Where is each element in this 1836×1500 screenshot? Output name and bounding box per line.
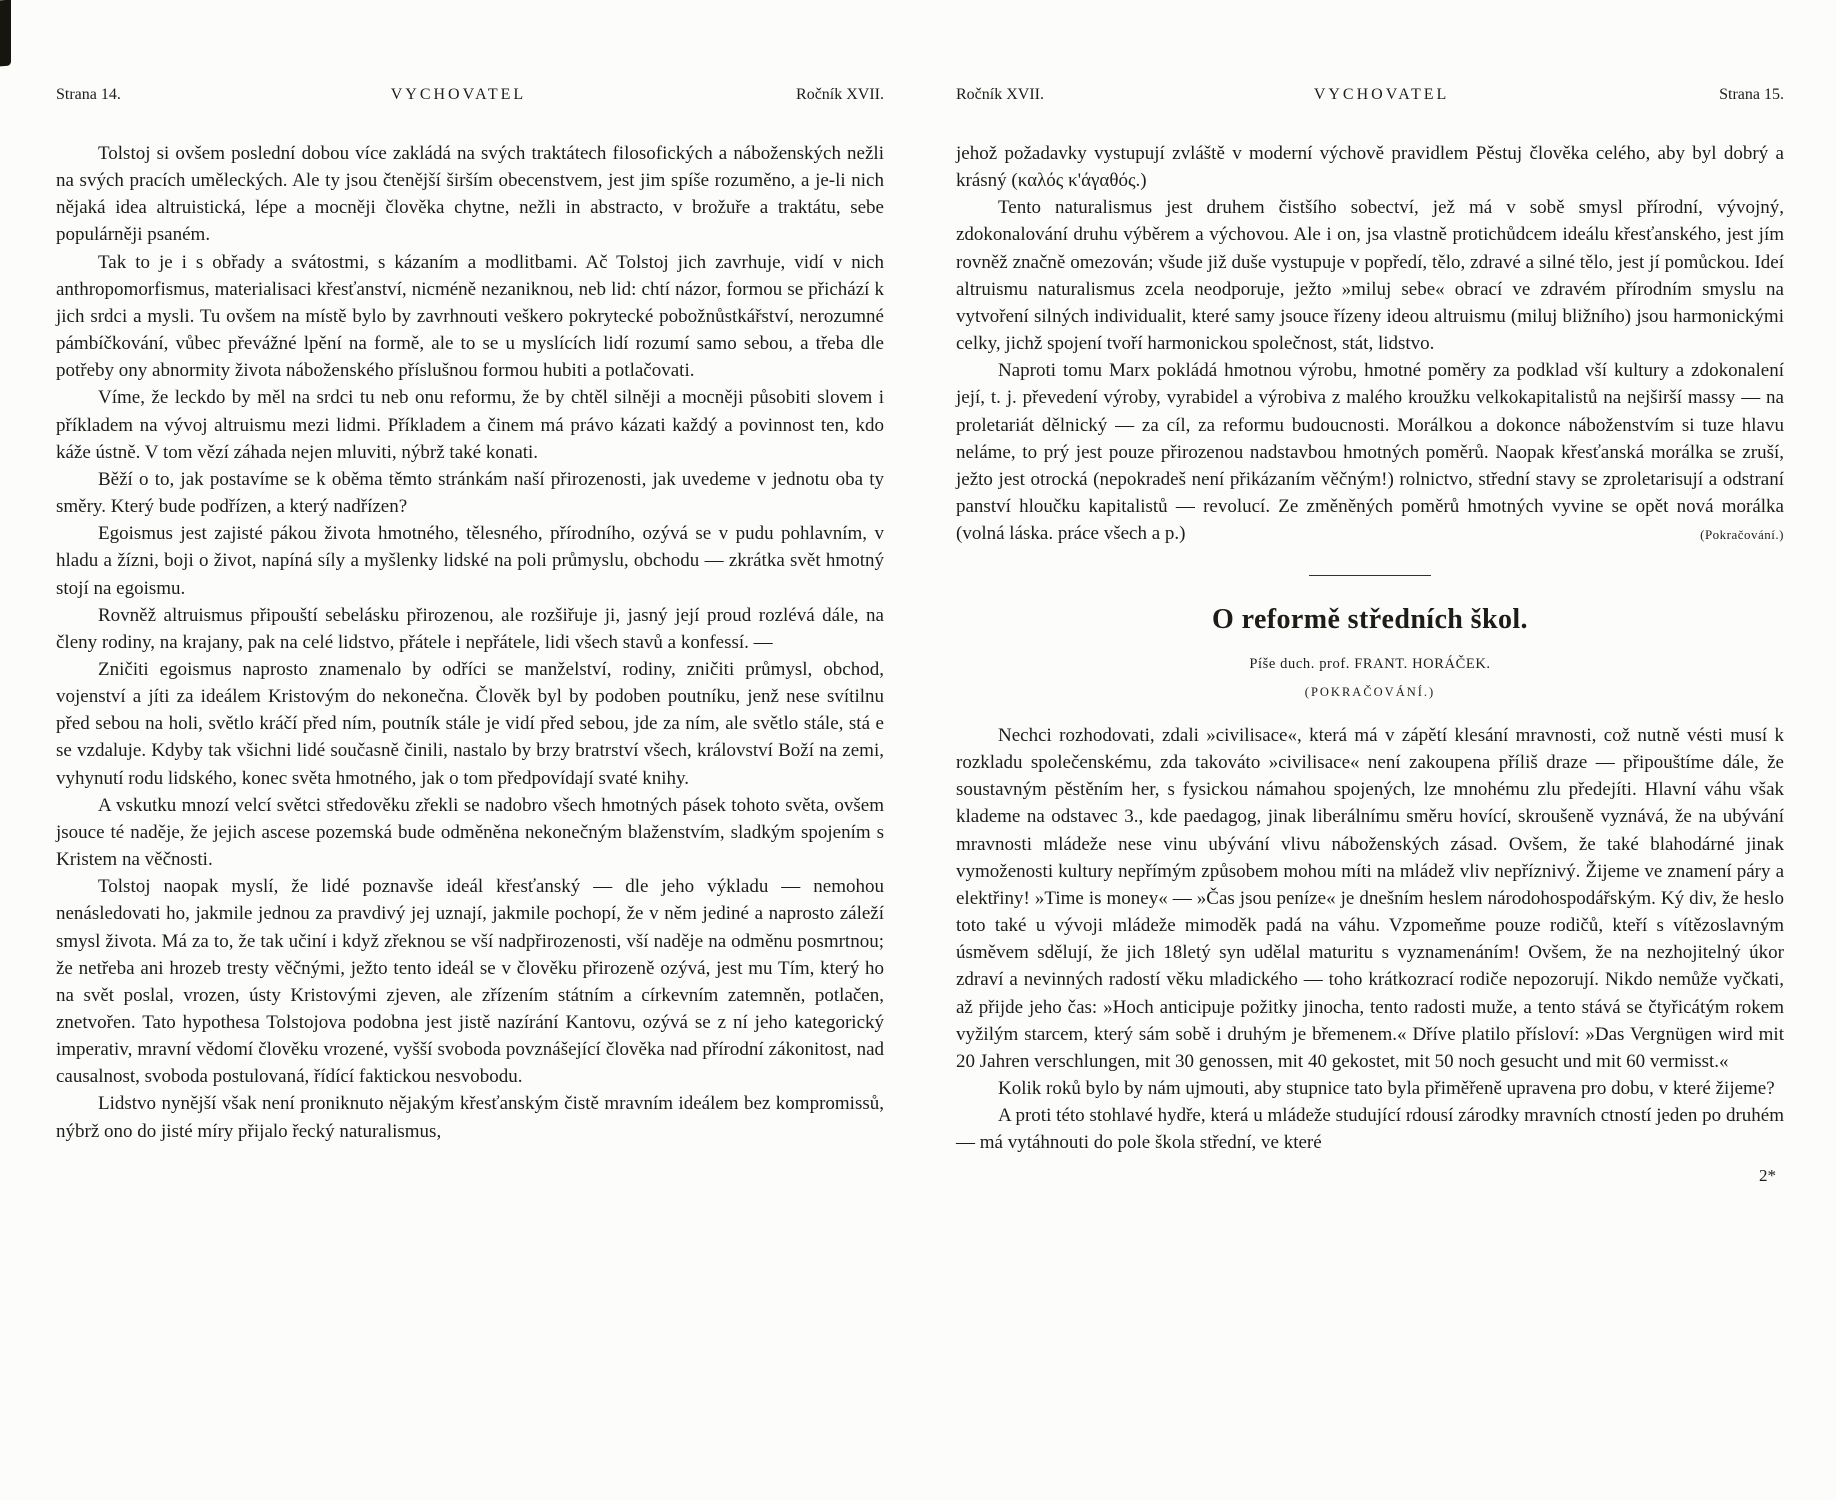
- paragraph: Tento naturalismus jest druhem čistšího sobectví, jež má v sobě smysl přírodní, vývojný, zdokonalování druhu výběrem a výchovou. Ale i on, jsa vlastně protichůdcem ideálu křesťanského, jest jím rovněž značně omezován; všude již duše vystupuje v popředí, tělo, zdravé a silné tělo, jest jí pomůckou. Ideí altruismu naturalismus zcela neodporuje, ježto »miluj sebe« obrací ve zdravém přírodním smyslu na vytvoření silných individualit, které samy jsouce řízeny ideou altruismu (miluj bližního) jsou harmonickými celky, jichž spojení tvoří harmonickou společnost, stát, lidstvo.: [956, 197, 1784, 355]
- continuation-note: (Pokračování.): [1700, 527, 1784, 543]
- paragraph: Víme, že leckdo by měl na srdci tu neb onu reformu, že by chtěl silněji a mocněji působiti slovem i příkladem na vývoj altruismu mezi lidmi. Příkladem a činem má právo kázati každý a povinnost ten, kdo káže ústně. V tom vězí záhada nejen mluviti, nýbrž také konati.: [56, 387, 884, 463]
- paragraph: A vskutku mnozí velcí světci středověku zřekli se nadobro všech hmotných pásek tohoto světa, ovšem jsouce té naděje, že jejich ascese pozemská bude odměněna nekonečným blaženstvím, sladkým spojením s Kristem na věčnosti.: [56, 794, 884, 871]
- paragraph: Tolstoj si ovšem poslední dobou více zakládá na svých traktátech filosofických a náboženských nežli na svých pracích uměleckých. Ale ty jsou čtenější širším obecenstvem, jest jim spíše rozuměno, a je-li nich nějaká idea altruistická, lépe a mocněji člověka chytne, nežli in abstracto, v brožuře a traktátu, sebe populárněji psaném.: [56, 143, 884, 246]
- page-left-body: [56, 140, 884, 1145]
- page-right: [956, 86, 1784, 1189]
- page-right-body: [956, 140, 1784, 1189]
- section-divider: [1309, 575, 1431, 576]
- article-continuation-label: (POKRAČOVÁNÍ.): [1304, 685, 1436, 700]
- paragraph: Tak to je i s obřady a svátostmi, s kázaním a modlitbami. Ač Tolstoj jich zavrhuje, vidí v nich anthropomorfismus, materialisaci křesťanství, nicméně nezaniknou, neb lid: chtí názor, formou se přichází k jich srdci a mysli. Tu ovšem na místě bylo by zavrhnouti veškero pokrytecké pobožnůstkářství, nerozumné pámbíčkování, vůbec převážné lpění na formě, ale to se u myslících lidí rozumí samo sebou, a třeba dle potřeby ony abnormity života náboženského příslušnou formou hubiti a potlačovati.: [56, 251, 884, 382]
- paragraph: Zničiti egoismus naprosto znamenalo by odříci se manželství, rodiny, zničiti průmysl, obchod, vojenství a jíti za ideálem Kristovým do nekonečna. Člověk byl by podoben poutníku, jenž nese svítilnu před sebou na holi, světlo kráčí před ním, poutník stále je vidí před sebou, jde za ním, ale světlo stále, stá e se vzdaluje. Kdyby tak všichni lidé současně činili, nastalo by brzy bratrství všech, království Boží na zemi, vyhynutí rodu lidského, konec světa hmotného, jak o tom předpovídají svaté knihy.: [56, 658, 884, 789]
- journal-title: VYCHOVATEL: [1313, 86, 1450, 103]
- article-title: O reformě středních škol.: [1212, 604, 1528, 636]
- paragraph: Rovněž altruismus připouští sebelásku přirozenou, ale rozšiřuje ji, jasný její proud rozlévá dále, na členy rodiny, na krajany, pak na celé lidstvo, přátele i nepřátele, lidi všech stavů a konfessí. —: [56, 604, 884, 653]
- paragraph: Lidstvo nynější však není proniknuto nějakým křesťanským čistě mravním ideálem bez kompromissů, nýbrž ono do jisté míry přijalo řecký naturalismus,: [56, 1093, 884, 1142]
- signature-mark: 2*: [1759, 1166, 1776, 1186]
- volume-label: Ročník XVII.: [796, 86, 884, 103]
- paragraph: Tolstoj naopak myslí, že lidé poznavše ideál křesťanský — dle jeho výkladu — nemohou nenásledovati ho, jakmile jednou za pravdivý jej uznají, jakmile pochopí, že v něm jediné a naprosto záleží smysl života. Má za to, že tak učiní i když zřeknou se vší nadpřirozenosti, vší naděje na odměnu posmrtnou; že netřeba ani hrozeb tresty věčnými, ježto tento ideál se v člověku přirozeně ozývá, jest mu Tím, který ho na svět poslal, vrozen, ústy Kristovými zjeven, ale zřízením státním a církevním zatemněn, potlačen, znetvořen. Tato hypothesa Tolstojova podobna jest jistě nazírání Kantovu, ozývá se z ní jeho kategorický imperativ, mravní vědomí člověku vrozené, vyšší svoboda povznášející člověka nad přírodní zákonitost, nad causalnost, svoboda postulovaná, řídící faktickou nesvobodu.: [56, 876, 884, 1088]
- paragraph: Kolik roků bylo by nám ujmouti, aby stupnice tato byla přiměřeně upravena pro dobu, v které žijeme?: [998, 1078, 1775, 1100]
- page-left-header: [56, 86, 884, 104]
- scan-artifact: [0, 0, 11, 66]
- paragraph: [956, 357, 1784, 547]
- page-number-right: Strana 15.: [1719, 86, 1784, 103]
- paragraph: Běží o to, jak postavíme se k oběma těmto stránkám naší přirozenosti, jak uvedeme v jednotu oba ty směry. Který bude podřízen, a který nadřízen?: [56, 468, 884, 518]
- paragraph-text: Naproti tomu Marx pokládá hmotnou výrobu, hmotné poměry za podklad vší kultury a zdokonalení její, t. j. převedení výroby, vyrabidel a výrobiva z malého kroužku velkokapitalistů na nejširší massy — na proletariát dělnický — za cíl, za reformu budoucnosti. Morálkou a dokonce náboženstvím si tuze hlavu neláme, to prý jest pouze přirozenou nadstavbou hmotných poměrů. Naopak křesťanská morálka se zruší, ježto jest otrocká (nepokradeš není přikázaním věčným!) rolnictvo, střední stavy se zproletarisují a odstraní panství hloučku kapitalistů — revolucí. Ze změněných poměrů hmotných vyvine se opět nová morálka (volná láska. práce všech a p.): [956, 360, 1784, 545]
- paragraph: jehož požadavky vystupují zvláště v moderní výchově pravidlem Pěstuj člověka celého, aby byl dobrý a krásný (καλός κ'άγαθός.): [956, 143, 1784, 192]
- page-left: [56, 86, 884, 1189]
- article-byline: Píše duch. prof. FRANT. HORÁČEK.: [1249, 656, 1491, 673]
- article-school-reform: [956, 600, 1784, 1156]
- paragraph: A proti této stohlavé hydře, která u mládeže studující rdousí zárodky mravních ctností jeden po druhém — má vytáhnouti do pole škola střední, ve které: [956, 1105, 1784, 1154]
- page-number-left: Strana 14.: [56, 86, 121, 103]
- paragraph: Nechci rozhodovati, zdali »civilisace«, která má v zápětí klesání mravnosti, což nutně vésti musí k rozkladu společenskému, zda takováto »civilisace« není zakoupena příliš draze — připouštíme dále, že soustavným pěstěním her, s fysickou námahou spojených, lze mnohému zlu předejíti. Hlavní váhu však klademe na odstavec 3., kde paedagog, jinak liberálnímu směru hovící, skroušeně vyznává, že na ubývání mravnosti mládeže nese vinu ubývání vlivu náboženských zásad. Ovšem, že také blahodárné jinak vymoženosti kultury nepřímým způsobem mohou míti na mládež vliv nepříznivý. Žijeme ve znamení páry a elektřiny! »Time is money« — »Čas jsou peníze« je dnešním heslem národohospodářským. Ký div, že heslo toto také u vývoji mládeže mimoděk padá na váhu. Vzpomeňme pouze rodičů, kteří s vítězoslavným úsměvem sdělují, že jich 18letý syn udělal maturitu s vyznamenáním! Ovšem, že na nezhojitelný úkor zdraví a nevinných radostí věku mladického — toho krátkozrací rodiče nepozorují. Nikdo nemůže vyčkati, až přijde jeho čas: »Hoch anticipuje požitky jinocha, tento radosti muže, a tento stává se čtyřicátým rokem vyžilým starcem, který sám sobě i druhým je břemenem.« Dříve platilo přísloví: »Das Vergnügen wird mit 20 Jahren verschlungen, mit 30 genossen, mit 40 gekostet, mit 50 noch gesucht und mit 60 vermisst.«: [956, 724, 1784, 1072]
- journal-title: VYCHOVATEL: [390, 86, 527, 103]
- volume-label: Ročník XVII.: [956, 86, 1044, 103]
- paragraph: Egoismus jest zajisté pákou života hmotného, tělesného, přírodního, ozývá se v pudu pohlavním, v hladu a žízni, boji o život, napíná síly a myšlenky lidské na poli průmyslu, obchodu — zkrátka svět hmotný stojí na egoismu.: [56, 523, 884, 599]
- page-right-header: [956, 86, 1784, 104]
